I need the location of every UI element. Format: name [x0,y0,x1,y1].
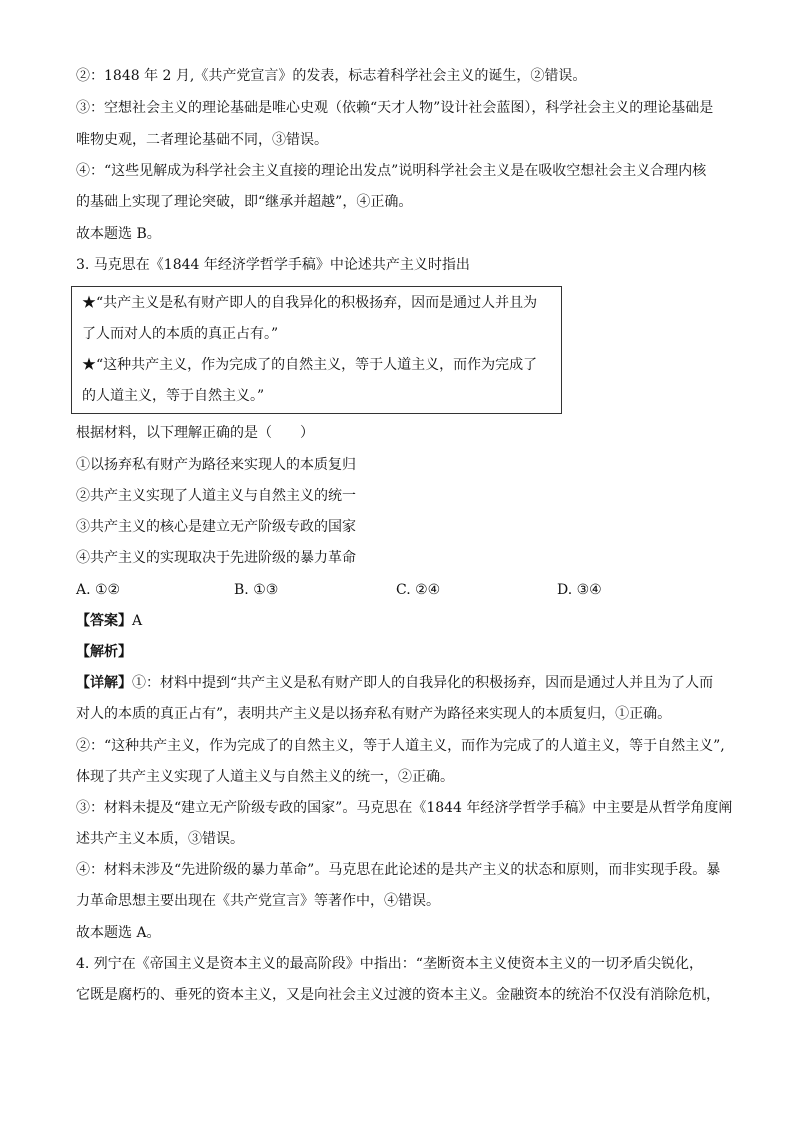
question-stem: 根据材料，以下理解正确的是（ ） [76,425,314,441]
quote-line: 了人而对人的本质的真正占有。” [82,326,279,342]
option-c: C. ②④ [396,582,441,598]
detail-line: ②：“这种共产主义，作为完成了的自然主义，等于人道主义，而作为完成了的人道主义，等于自然主义”, [76,738,725,754]
detail-line [76,674,736,692]
detail-line: ④：材料未涉及“先进阶级的暴力革命”。马克思在此论述的是共产主义的状态和原则，而非实现手段。暴 [76,862,721,878]
explanation-line: ④：“这些见解成为科学社会主义直接的理论出发点”说明科学社会主义是在吸收空想社会主义合理内核 [76,163,707,179]
explanation-line: ③：空想社会主义的理论基础是唯心史观（依赖“天才人物”设计社会蓝图），科学社会主义的理论基础是 [76,100,714,116]
conclusion-line: 故本题选 B。 [76,226,161,242]
detail-line: 对人的本质的真正占有”，表明共产主义是以扬弃私有财产为路径来实现人的本质复归，①正确。 [76,706,672,722]
explanation-line: ②：1848 年 2 月,《共产党宣言》的发表，标志着科学社会主义的诞生，②错误。 [76,68,587,84]
conclusion-line: 故本题选 A。 [76,925,161,941]
quote-line: ★“这种共产主义，作为完成了的自然主义，等于人道主义，而作为完成了 [82,357,538,373]
detail-text: ①：材料中提到“共产主义是私有财产即人的自我异化的积极扬弃，因而是通过人并且为了人而 [132,675,714,691]
analysis-label: 【解析】 [76,644,132,660]
explanation-line: 的基础上实现了理论突破，即“继承并超越”，④正确。 [76,194,413,210]
question-4-intro: 4. 列宁在《帝国主义是资本主义的最高阶段》中指出：“垄断资本主义使资本主义的一切矛盾尖锐化， [76,956,703,972]
question-4-line: 它既是腐朽的、垂死的资本主义，又是向社会主义过渡的资本主义。金融资本的统治不仅没有消除危机， [76,987,720,1003]
explanation-line: 唯物史观，二者理论基础不同，③错误。 [76,132,328,148]
statement-1: ①以扬弃私有财产为路径来实现人的本质复归 [76,457,356,473]
detail-line: 体现了共产主义实现了人道主义与自然主义的统一，②正确。 [76,769,454,785]
answer-value: A [132,613,143,629]
statement-4: ④共产主义的实现取决于先进阶级的暴力革命 [76,550,356,566]
quotation-box [71,286,562,414]
option-b: B. ①③ [234,582,279,598]
answer-line [76,612,736,630]
quote-line: ★“共产主义是私有财产即人的自我异化的积极扬弃，因而是通过人并且为 [82,295,538,311]
statement-2: ②共产主义实现了人道主义与自然主义的统一 [76,488,356,504]
question-3-intro: 3. 马克思在《1844 年经济学哲学手稿》中论述共产主义时指出 [76,257,470,273]
detail-line: 力革命思想主要出现在《共产党宣言》等著作中，④错误。 [76,893,440,909]
statement-3: ③共产主义的核心是建立无产阶级专政的国家 [76,519,356,535]
detail-line: ③：材料未提及“建立无产阶级专政的国家”。马克思在《1844 年经济学哲学手稿》中主要是从哲学角度阐 [76,800,733,816]
detail-label: 【详解】 [76,675,132,691]
option-d: D. ③④ [557,582,602,598]
quote-line: 的人道主义，等于自然主义。” [82,388,265,404]
option-a: A. ①② [76,582,121,598]
detail-line: 述共产主义本质，③错误。 [76,831,244,847]
answer-label: 【答案】 [76,613,132,629]
